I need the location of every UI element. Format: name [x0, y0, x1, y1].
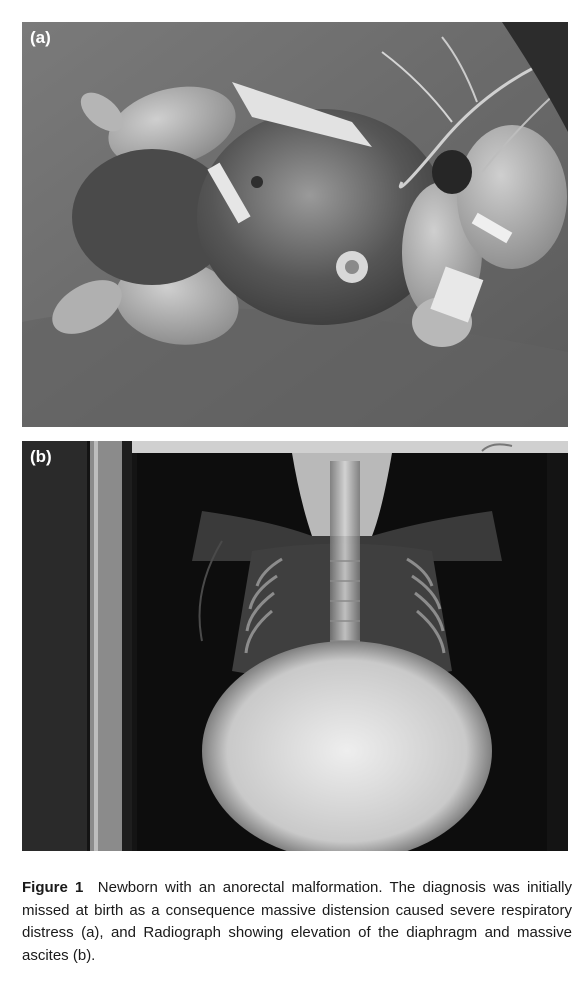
- caption-text: Newborn with an anorectal malformation. The diagnosis was initially missed at birth as a consequence massive distension caused severe respiratory distress (a), and Radiograph showing elevation of the diaphragm and massive ascites (b).: [22, 879, 572, 964]
- figure-caption: [22, 877, 572, 967]
- panel-b-label: (b): [30, 447, 52, 466]
- radiograph-image: [22, 441, 568, 851]
- radiograph-panel-b: [22, 441, 568, 851]
- newborn-photo: [22, 22, 568, 427]
- panel-a-label: (a): [30, 28, 51, 47]
- photo-panel-a: [22, 22, 568, 427]
- caption-label: Figure 1: [22, 879, 84, 896]
